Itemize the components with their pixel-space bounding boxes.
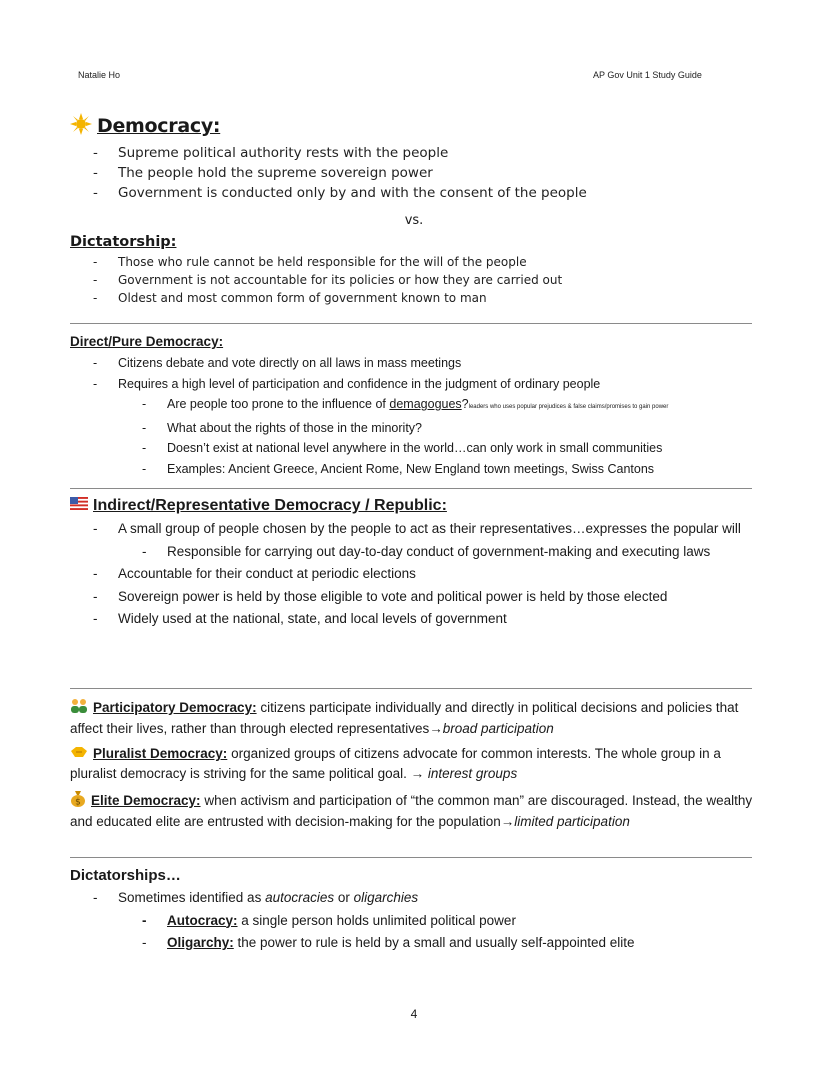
dictatorships-section bbox=[70, 867, 760, 955]
list-item: - Are people too prone to the influence of demagogues?leaders who uses popular prejudices & false claims/promises to gain power bbox=[142, 397, 669, 411]
list-item: - Accountable for their conduct at periodic elections bbox=[93, 566, 416, 582]
list-item: - Government is not accountable for its policies or how they are carried out bbox=[93, 273, 563, 287]
header-author: Natalie Ho bbox=[78, 70, 121, 80]
list-item: - Examples: Ancient Greece, Ancient Rome, New England town meetings, Swiss Cantons bbox=[142, 461, 655, 476]
direct-democracy-heading: Direct/Pure Democracy: bbox=[70, 334, 224, 349]
list-item: - Oligarchy: the power to rule is held by a small and usually self-appointed elite bbox=[142, 935, 635, 950]
svg-text:$: $ bbox=[75, 797, 81, 807]
list-item: - Autocracy: a single person holds unlimited political power bbox=[142, 912, 516, 928]
list-item: - Sometimes identified as autocracies or oligarchies bbox=[93, 890, 419, 905]
democracy-heading: Democracy: bbox=[70, 113, 760, 140]
list-item: - The people hold the supreme sovereign power bbox=[93, 165, 433, 181]
dictatorship-heading: Dictatorship: bbox=[70, 234, 177, 250]
list-item: - Citizens debate and vote directly on all laws in mass meetings bbox=[93, 356, 462, 370]
representative-democracy-section bbox=[70, 497, 760, 631]
sun-icon bbox=[70, 113, 92, 140]
demagogues-note: leaders who uses popular prejudices & false claims/promises to gain power bbox=[468, 404, 669, 410]
list-item: - Requires a high level of participation and confidence in the judgment of ordinary people bbox=[93, 376, 601, 391]
list-item: - Doesn’t exist at national level anywhere in the world…can only work in small communities bbox=[142, 441, 663, 455]
list-item: - Government is conducted only by and with the consent of the people bbox=[93, 185, 587, 201]
list-item: - Those who rule cannot be held responsible for the will of the people bbox=[93, 255, 527, 269]
list-item: - Widely used at the national, state, and local levels of government bbox=[93, 611, 507, 627]
list-item: - Supreme political authority rests with the people bbox=[93, 145, 449, 161]
democracy-models-section bbox=[70, 698, 754, 838]
divider bbox=[70, 857, 752, 858]
divider bbox=[70, 488, 752, 489]
democracy-section bbox=[70, 113, 760, 203]
representative-heading: Indirect/Representative Democracy / Republic: bbox=[70, 497, 760, 515]
header-title: AP Gov Unit 1 Study Guide bbox=[593, 70, 702, 80]
list-item: - What about the rights of those in the minority? bbox=[142, 420, 422, 435]
participatory-paragraph: Participatory Democracy: citizens participate individually and directly in political decisions and policies that affect their lives, rather than through elected representatives→broad participation bbox=[70, 700, 739, 736]
vs-label: vs. bbox=[404, 213, 424, 228]
list-item: - Sovereign power is held by those eligible to vote and political power is held by those elected bbox=[93, 588, 668, 604]
list-item: - Responsible for carrying out day-to-day conduct of government-making and executing laws bbox=[142, 543, 711, 559]
elite-paragraph: $ Elite Democracy: when activism and participation of “the common man” are discouraged. Instead, the wealthy and educated elite are entrusted with decision-making for the population→limited participation bbox=[70, 790, 754, 832]
us-flag-icon bbox=[70, 497, 88, 515]
divider bbox=[70, 323, 752, 324]
page-number: 4 bbox=[410, 1007, 418, 1021]
money-bag-icon bbox=[70, 790, 86, 813]
list-item: - Oldest and most common form of government known to man bbox=[93, 291, 487, 305]
list-item: - A small group of people chosen by the people to act as their representatives…expresses the popular will bbox=[93, 521, 741, 537]
direct-democracy-section bbox=[70, 334, 760, 479]
dictatorships-heading: Dictatorships… bbox=[70, 867, 181, 884]
handshake-icon bbox=[70, 745, 88, 765]
pluralist-paragraph: Pluralist Democracy: organized groups of citizens advocate for common interests. The whole group in a pluralist democracy is striving for the same political goal. → interest groups bbox=[70, 746, 721, 782]
dictatorship-section bbox=[70, 234, 760, 307]
divider bbox=[70, 688, 752, 689]
people-icon bbox=[70, 698, 88, 719]
